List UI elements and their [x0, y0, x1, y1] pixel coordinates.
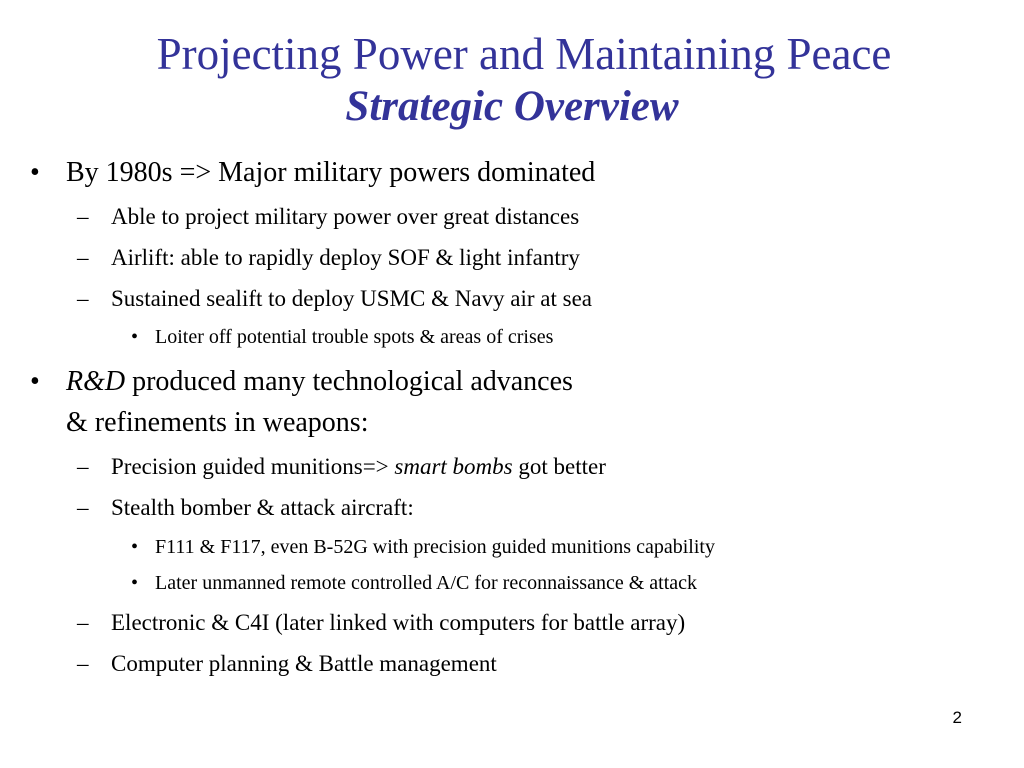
- sub-sub-bullet-item: [131, 535, 715, 559]
- sub-bullet-text: Precision guided munitions=>: [111, 454, 395, 479]
- sub-bullet-item: [77, 650, 497, 678]
- sub-sub-bullet-text: Later unmanned remote controlled A/C for reconnaissance & attack: [155, 572, 698, 594]
- slide-title: Projecting Power and Maintaining Peace: [156, 29, 892, 79]
- sub-bullet-text: Computer planning & Battle management: [111, 651, 497, 676]
- bullet-marker: •: [30, 366, 40, 397]
- sub-bullet-text: Stealth bomber & attack aircraft:: [111, 495, 414, 520]
- dash-marker: –: [77, 286, 89, 311]
- page-number: 2: [952, 708, 962, 727]
- slide-subtitle: Strategic Overview: [345, 83, 679, 130]
- bullet-marker: •: [131, 536, 139, 558]
- sub-bullet-text: got better: [512, 454, 606, 479]
- sub-bullet-text-italic: smart bombs: [394, 454, 513, 479]
- sub-bullet-text: Sustained sealift to deploy USMC & Navy air at sea: [111, 286, 593, 311]
- sub-bullet-item: [77, 244, 580, 272]
- dash-marker: –: [77, 495, 89, 520]
- bullet-item: [30, 365, 573, 399]
- bullet-item: [30, 156, 596, 190]
- bullet-text-italic: R&D: [66, 366, 126, 397]
- sub-sub-bullet-text: Loiter off potential trouble spots & areas of crises: [155, 326, 554, 348]
- dash-marker: –: [77, 204, 89, 229]
- bullet-marker: •: [131, 572, 139, 594]
- dash-marker: –: [77, 245, 89, 270]
- sub-bullet-text: Electronic & C4I (later linked with computers for battle array): [111, 610, 686, 635]
- bullet-marker: •: [131, 326, 139, 348]
- sub-bullet-item: [77, 609, 686, 637]
- bullet-continuation: [66, 406, 368, 440]
- dash-marker: –: [77, 454, 89, 479]
- sub-bullet-item: [77, 453, 606, 481]
- sub-bullet-item: [77, 203, 580, 231]
- sub-sub-bullet-item: [131, 325, 554, 349]
- sub-sub-bullet-item: [131, 571, 698, 595]
- sub-bullet-text: Airlift: able to rapidly deploy SOF & light infantry: [111, 245, 580, 270]
- sub-bullet-text: Able to project military power over great distances: [111, 204, 580, 229]
- bullet-text: produced many technological advances: [125, 366, 573, 397]
- dash-marker: –: [77, 651, 89, 676]
- sub-bullet-item: [77, 285, 593, 313]
- bullet-marker: •: [30, 157, 40, 188]
- sub-bullet-item: [77, 494, 414, 522]
- dash-marker: –: [77, 610, 89, 635]
- sub-sub-bullet-text: F111 & F117, even B-52G with precision guided munitions capability: [155, 536, 715, 558]
- bullet-text-line2: & refinements in weapons:: [66, 407, 369, 438]
- bullet-text: By 1980s => Major military powers dominated: [66, 157, 596, 188]
